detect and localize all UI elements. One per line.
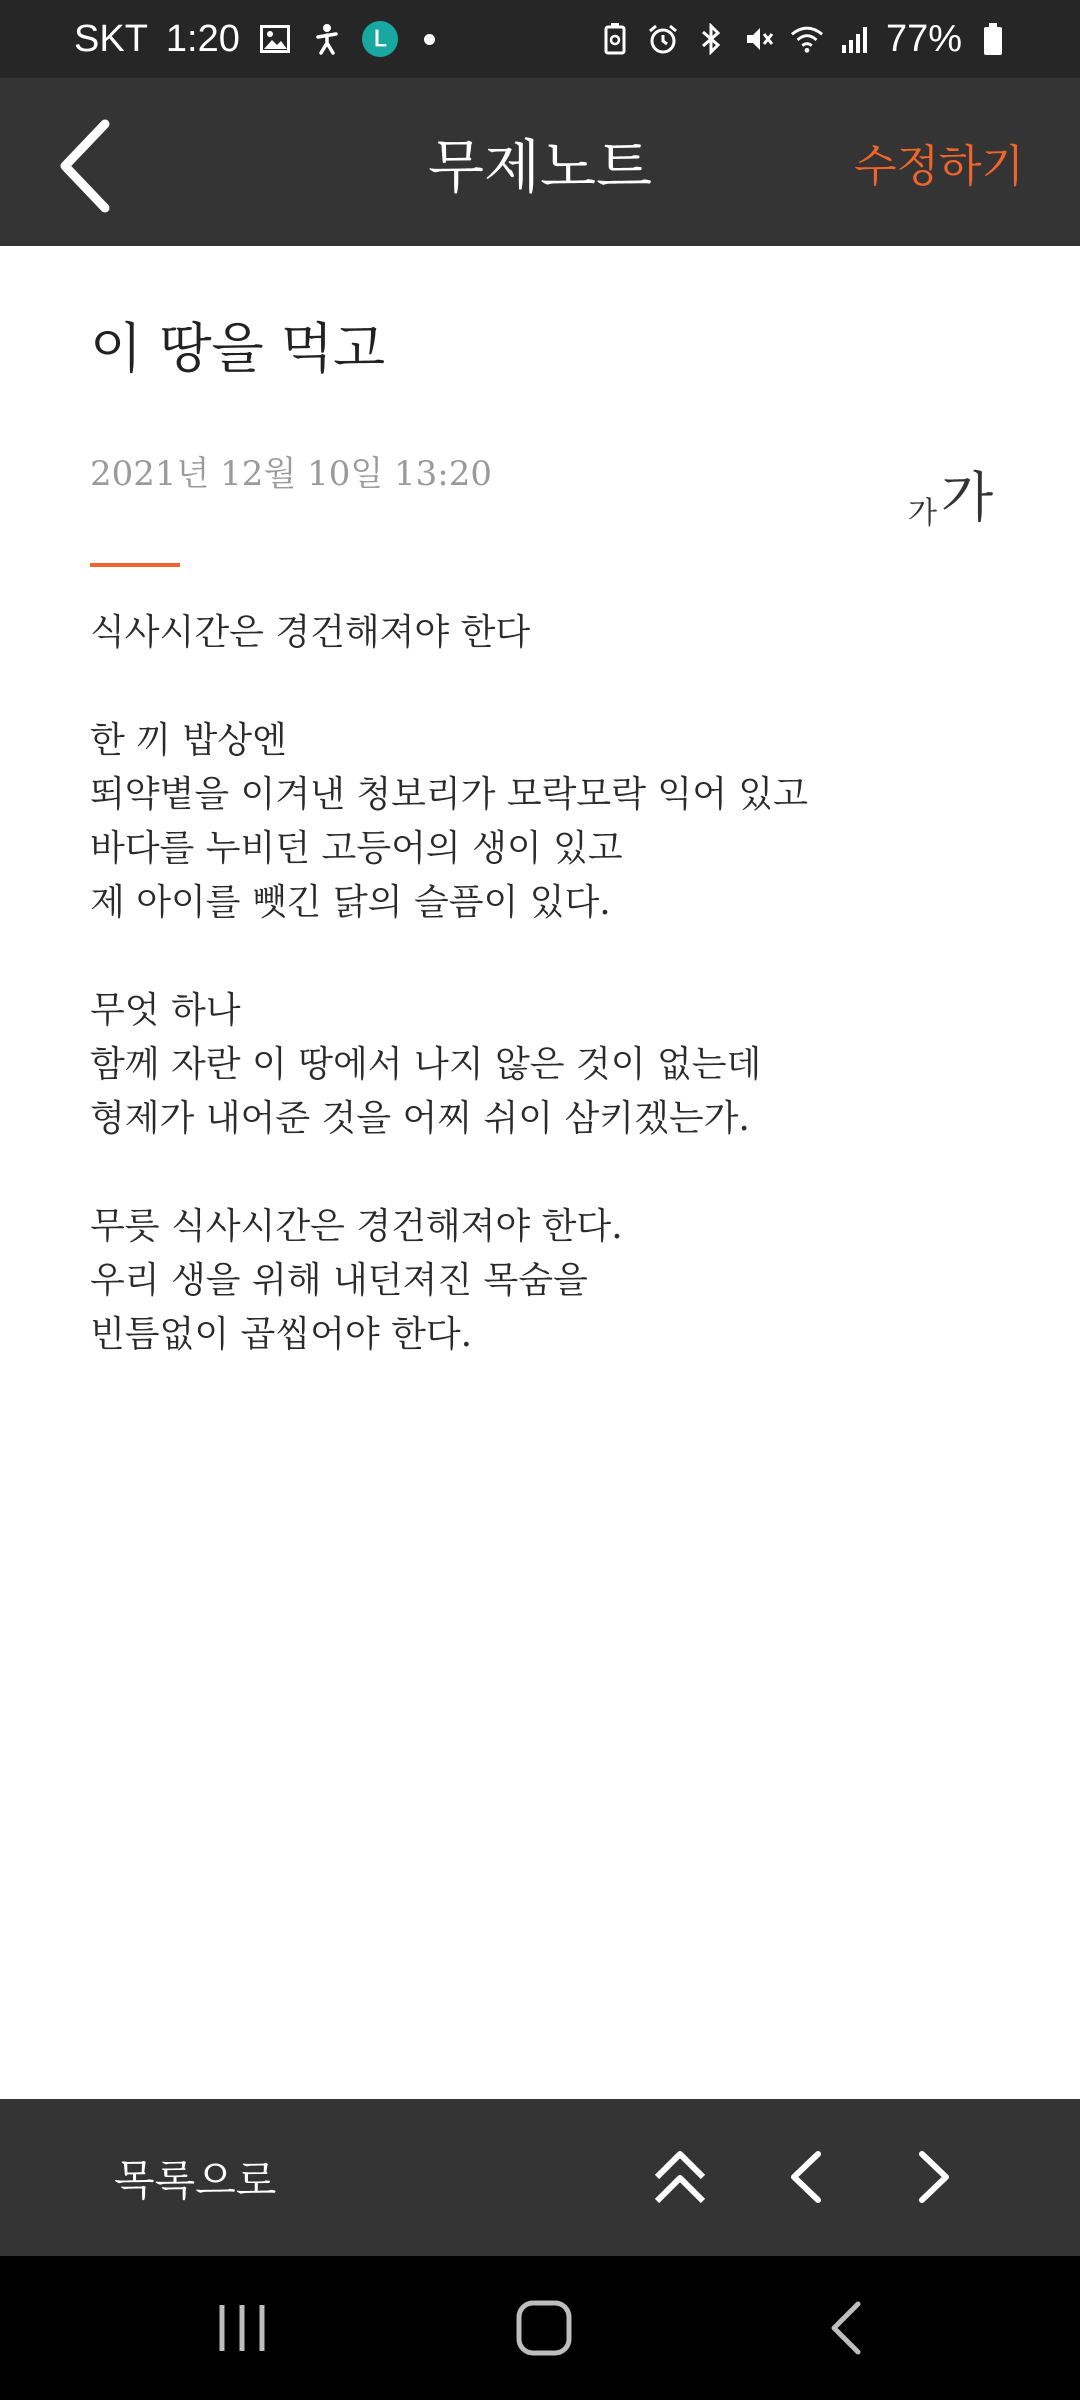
bluetooth-icon — [694, 22, 728, 56]
title-divider — [90, 563, 180, 567]
status-bar-right — [598, 0, 1010, 78]
note-line: 우리 생을 위해 내던져진 목숨을 — [90, 1260, 588, 1301]
recent-apps-icon — [216, 2303, 268, 2353]
app-badge-icon: ᒪ — [362, 21, 398, 57]
recent-apps-button[interactable] — [192, 2286, 292, 2370]
scroll-top-button[interactable] — [640, 2137, 720, 2217]
note-line: 무엇 하나 — [90, 990, 241, 1031]
page-title: 무제노트 — [427, 133, 653, 201]
battery-saver-icon — [598, 22, 632, 56]
previous-note-button[interactable] — [766, 2137, 846, 2217]
chevron-left-icon — [788, 2151, 824, 2203]
note-date: 2021년 12월 10일 13:20 — [90, 454, 492, 494]
note-title: 이 땅을 먹고 — [90, 317, 386, 380]
home-icon — [516, 2300, 572, 2356]
note-line: 제 아이를 뺏긴 닭의 슬픔이 있다. — [90, 882, 611, 923]
font-size-large-label: 가 — [940, 466, 994, 529]
note-line — [90, 660, 1010, 714]
back-icon — [828, 2300, 864, 2356]
double-chevron-up-icon — [652, 2149, 708, 2205]
note-line: 식사시간은 경건해져야 한다 — [90, 612, 531, 653]
back-to-list-button[interactable]: 목록으로 — [114, 2155, 277, 2205]
font-size-button[interactable] — [908, 452, 993, 532]
note-line — [90, 1146, 1010, 1200]
edit-button[interactable]: 수정하기 — [853, 141, 1024, 192]
note-line: 한 끼 밥상엔 — [90, 720, 287, 761]
chevron-left-icon — [55, 118, 115, 214]
alarm-icon — [646, 22, 680, 56]
clock: 1:20 — [165, 17, 240, 60]
home-button[interactable] — [494, 2286, 594, 2370]
note-line: 형제가 내어준 것을 어찌 쉬이 삼키겠는가. — [90, 1098, 750, 1139]
wifi-icon — [790, 22, 824, 56]
battery-icon — [976, 22, 1010, 56]
next-note-button[interactable] — [894, 2137, 974, 2217]
note-body — [90, 606, 1010, 1362]
mute-icon — [742, 22, 776, 56]
status-bar-left — [74, 0, 435, 78]
note-line: 함께 자란 이 땅에서 나지 않은 것이 없는데 — [90, 1044, 762, 1085]
chevron-right-icon — [916, 2151, 952, 2203]
status-bar — [0, 0, 1080, 78]
note-line: 빈틈없이 곱씹어야 한다. — [90, 1314, 473, 1355]
system-back-button[interactable] — [796, 2286, 896, 2370]
back-button[interactable] — [40, 116, 130, 216]
notification-dot-icon — [424, 34, 435, 45]
image-icon — [258, 22, 292, 56]
app-bar — [0, 78, 1080, 246]
battery-percent: 77% — [885, 17, 962, 60]
font-size-small-label: 가 — [908, 496, 937, 531]
note-line: 뙤약볕을 이겨낸 청보리가 모락모락 익어 있고 — [90, 774, 808, 815]
signal-icon — [838, 22, 872, 56]
bottom-toolbar — [0, 2099, 1080, 2256]
note-line: 바다를 누비던 고등어의 생이 있고 — [90, 828, 623, 869]
note-line: 무릇 식사시간은 경건해져야 한다. — [90, 1206, 623, 1247]
accessibility-icon — [310, 22, 344, 56]
system-nav-bar — [0, 2256, 1080, 2400]
note-line — [90, 930, 1010, 984]
carrier-label: SKT — [74, 17, 148, 60]
